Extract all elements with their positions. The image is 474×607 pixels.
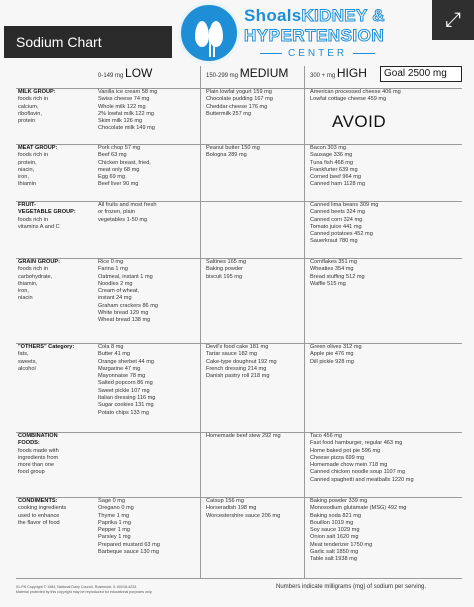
- header-medium: 150-299 mg MEDIUM: [206, 66, 289, 80]
- food-item: Sweet pickle 107 mg: [98, 387, 150, 394]
- category-description: protein,: [18, 159, 37, 166]
- sodium-low-cell: [98, 202, 156, 224]
- food-item: Wheat bread 138 mg: [98, 317, 151, 324]
- food-item: meat only 68 mg: [98, 166, 140, 173]
- food-item: Lowfat cottage cheese 459 mg: [310, 96, 387, 103]
- category-description: foods made with: [18, 447, 59, 454]
- food-item: Potato chips 133 mg: [98, 409, 149, 416]
- logo-text-line1: ShoalsKIDNEY &: [244, 6, 385, 25]
- food-item: Chocolate milk 149 mg: [98, 125, 155, 132]
- category-cell: [18, 498, 66, 527]
- food-item: Catsup 156 mg: [206, 498, 244, 504]
- food-item: Homemade chow mein 718 mg: [310, 462, 388, 469]
- sodium-low-cell: [98, 259, 158, 325]
- food-item: Onion salt 1620 mg: [310, 534, 359, 541]
- food-item: Cheddar cheese 176 mg: [206, 103, 268, 110]
- food-item: Bread stuffing 512 mg: [310, 273, 365, 280]
- sodium-medium-cell: [206, 89, 273, 118]
- food-item: Canned corn 324 mg: [310, 216, 363, 223]
- category-name: "OTHERS" Category:: [18, 344, 75, 350]
- page-title: Sodium Chart: [4, 26, 172, 58]
- category-cell: [18, 259, 60, 303]
- food-item: Barbeque sauce 130 mg: [98, 549, 159, 556]
- food-item: Swiss cheese 74 mg: [98, 96, 150, 103]
- food-item: Cream of wheat,: [98, 288, 140, 295]
- logo-text-line3: CENTER: [254, 48, 381, 59]
- food-item: Horseradish 198 mg: [206, 505, 257, 512]
- food-item: French dressing 214 mg: [206, 365, 267, 372]
- food-item: Salted popcorn 86 mg: [98, 380, 153, 387]
- food-item: Thyme 1 mg: [98, 512, 130, 519]
- category-name: MEAT GROUP:: [18, 145, 58, 151]
- category-description: used to enhance: [18, 512, 60, 519]
- category-description: iron,: [18, 288, 29, 295]
- category-name: COMBINATION: [18, 433, 58, 439]
- category-description: cooking ingredients: [18, 505, 67, 512]
- food-item: Tartar sauce 182 mg: [206, 351, 257, 358]
- row-separator: [16, 201, 462, 202]
- food-item: Vanilla ice cream 58 mg: [98, 89, 158, 95]
- category-name: MILK GROUP:: [18, 89, 56, 95]
- food-item: Beef 63 mg: [98, 152, 127, 159]
- food-item: Cola 8 mg: [98, 344, 124, 350]
- sodium-low-cell: [98, 344, 155, 417]
- sodium-high-cell: [310, 89, 401, 104]
- food-item: Graham crackers 86 mg: [98, 302, 158, 309]
- food-item: Home baked pot pie 596 mg: [310, 447, 381, 454]
- sodium-medium-cell: [206, 344, 277, 380]
- column-divider: [200, 66, 201, 578]
- food-item: Cake-type doughnut 192 mg: [206, 358, 277, 365]
- category-description: food group: [18, 469, 45, 476]
- units-note: Numbers indicate milligrams (mg) of sodium per serving.: [276, 584, 427, 590]
- sodium-high-cell: [310, 202, 378, 246]
- food-item: Egg 69 mg: [98, 174, 126, 181]
- food-item: Cornflakes 351 mg: [310, 259, 357, 265]
- food-item: Oregano 0 mg: [98, 505, 134, 512]
- category-description: the flavor of food: [18, 519, 60, 526]
- food-item: Margarine 47 mg: [98, 365, 141, 372]
- food-item: Green olives 312 mg: [310, 344, 362, 350]
- sodium-medium-cell: [206, 498, 280, 520]
- food-item: Butter 41 mg: [98, 351, 131, 358]
- food-item: Worcestershire sauce 206 mg: [206, 512, 281, 519]
- food-item: Tuna fish 468 mg: [310, 159, 354, 166]
- food-item: Homemade beef stew 292 mg: [206, 433, 281, 439]
- food-item: Canned lima beans 309 mg: [310, 202, 379, 208]
- sodium-medium-cell: [206, 433, 281, 440]
- kidney-logo-icon: [178, 2, 240, 64]
- category-description: protein: [18, 118, 36, 125]
- food-item: Waffle 515 mg: [310, 280, 346, 287]
- expand-icon[interactable]: ⤢: [432, 0, 474, 40]
- food-item: All fruits and most fresh: [98, 202, 157, 208]
- food-item: Baking soda 821 mg: [310, 512, 361, 519]
- food-item: Monosodium glutamate (MSG) 492 mg: [310, 505, 407, 512]
- food-item: Dill pickle 928 mg: [310, 358, 354, 365]
- food-item: Soy sauce 1029 mg: [310, 527, 360, 534]
- sodium-high-cell: [310, 259, 365, 288]
- category-name: GRAIN GROUP:: [18, 259, 60, 265]
- food-item: Sausage 336 mg: [310, 152, 353, 159]
- food-item: Baking powder 339 mg: [310, 498, 368, 504]
- food-item: Whole milk 122 mg: [98, 103, 146, 110]
- sodium-low-cell: [98, 145, 151, 189]
- category-cell: [18, 344, 74, 373]
- category-description: foods rich in: [18, 266, 49, 273]
- food-item: instant 24 mg: [98, 295, 132, 302]
- food-item: Corned beef 964 mg: [310, 174, 361, 181]
- food-item: Beef liver 90 mg: [98, 181, 139, 188]
- category-description: alcohol: [18, 365, 36, 372]
- food-item: Bologna 289 mg: [206, 152, 247, 159]
- category-name: VEGETABLE GROUP:: [18, 209, 76, 216]
- category-cell: [18, 145, 57, 189]
- food-item: American processed cheese 406 mg: [310, 89, 401, 95]
- category-name: FOODS:: [18, 440, 40, 447]
- food-item: Table salt 1938 mg: [310, 556, 357, 563]
- food-item: vegetables 1-50 mg: [98, 216, 148, 223]
- food-item: Prepared mustard 63 mg: [98, 541, 160, 548]
- food-item: Garlic salt 1850 mg: [310, 549, 359, 556]
- food-item: Chicken breast, fried,: [98, 159, 151, 166]
- food-item: or frozen, plain: [98, 209, 136, 216]
- food-item: Paprika 1 mg: [98, 519, 131, 526]
- category-description: vitamins A and C: [18, 223, 60, 230]
- goal-box: Goal 2500 mg: [380, 66, 462, 82]
- row-separator: [16, 578, 462, 579]
- category-description: more than one: [18, 462, 55, 469]
- category-cell: [18, 89, 56, 125]
- food-item: Italian dressing 116 mg: [98, 395, 156, 402]
- food-item: Canned potatoes 452 mg: [310, 231, 373, 238]
- food-item: Cheese pizza 699 mg: [310, 454, 365, 461]
- category-description: foods rich in: [18, 152, 49, 159]
- category-cell: [18, 202, 76, 231]
- sodium-high-cell: [310, 145, 365, 189]
- category-description: calcium,: [18, 103, 39, 110]
- food-item: Canned spaghetti and meatballs 1220 mg: [310, 476, 414, 483]
- food-item: Canned ham 1128 mg: [310, 181, 365, 188]
- food-item: Baking powder: [206, 266, 244, 273]
- food-item: Canned chicken noodle soup 1107 mg: [310, 469, 406, 476]
- food-item: Noodles 2 mg: [98, 280, 133, 287]
- food-item: Sauerkraut 780 mg: [310, 238, 358, 245]
- sodium-low-cell: [98, 89, 157, 133]
- column-divider: [304, 66, 305, 578]
- category-description: foods rich in: [18, 216, 49, 223]
- sodium-low-cell: [98, 498, 160, 556]
- food-item: Farina 1 mg: [98, 266, 128, 273]
- sodium-medium-cell: [206, 145, 260, 160]
- food-item: Pork chop 57 mg: [98, 145, 141, 151]
- food-item: biscuit 195 mg: [206, 273, 243, 280]
- copyright-note: 01-PN Copyright © 1984, National Dairy Council, Rosemont, IL 60018-4233. Material protected by this copyright may be reproduced for educational purposes only.: [16, 585, 153, 594]
- avoid-label: AVOID: [332, 112, 387, 131]
- category-description: riboflavin,: [18, 110, 42, 117]
- food-item: Parsley 1 mg: [98, 534, 131, 541]
- sodium-high-cell: [310, 433, 414, 484]
- food-item: Sugar cookies 131 mg: [98, 402, 154, 409]
- category-description: carbohydrate,: [18, 273, 53, 280]
- food-item: White bread 129 mg: [98, 310, 149, 317]
- food-item: Sage 0 mg: [98, 498, 126, 504]
- food-item: Mayonnaise 78 mg: [98, 373, 146, 380]
- sodium-medium-cell: [206, 259, 246, 281]
- food-item: Saltines 165 mg: [206, 259, 247, 265]
- category-description: ingredients from: [18, 454, 59, 461]
- header-high: 300 + mg HIGH: [310, 66, 367, 80]
- food-item: Frankfurter 639 mg: [310, 166, 358, 173]
- category-description: niacin,: [18, 166, 35, 173]
- category-description: niacin: [18, 295, 33, 302]
- food-item: Bacon 303 mg: [310, 145, 347, 151]
- category-description: foods rich in: [18, 96, 49, 103]
- clinic-logo: [178, 2, 418, 66]
- food-item: Peanut butter 150 mg: [206, 145, 260, 151]
- category-name: FRUIT-: [18, 202, 37, 208]
- food-item: Chocolate pudding 167 mg: [206, 96, 273, 103]
- food-item: Wheaties 354 mg: [310, 266, 354, 273]
- food-item: Canned beets 324 mg: [310, 209, 366, 216]
- category-description: thiamin,: [18, 280, 38, 287]
- food-item: Bouillon 1019 mg: [310, 519, 354, 526]
- food-item: Skim milk 126 mg: [98, 118, 143, 125]
- sodium-high-cell: [310, 498, 406, 564]
- food-item: Danish pastry roll 218 mg: [206, 373, 270, 380]
- food-item: Apple pie 476 mg: [310, 351, 354, 358]
- food-item: Meat tenderizer 1750 mg: [310, 541, 373, 548]
- category-cell: [18, 433, 59, 477]
- food-item: Plain lowfat yogurt 159 mg: [206, 89, 272, 95]
- food-item: Buttermilk 257 mg: [206, 110, 252, 117]
- food-item: Pepper 1 mg: [98, 527, 131, 534]
- category-description: thiamin: [18, 181, 37, 188]
- sodium-high-cell: [310, 344, 362, 366]
- category-description: iron,: [18, 174, 29, 181]
- food-item: Oatmeal, instant 1 mg: [98, 273, 153, 280]
- header-low: 0-149 mg LOW: [98, 66, 153, 80]
- food-item: Tomato juice 441 mg: [310, 223, 362, 230]
- food-item: Fast food hamburger, regular 463 mg: [310, 440, 403, 447]
- category-name: CONDIMENTS:: [18, 498, 58, 504]
- logo-text-line2: HYPERTENSION: [244, 26, 385, 45]
- food-item: Taco 456 mg: [310, 433, 343, 439]
- food-item: Rice 0 mg: [98, 259, 124, 265]
- food-item: Orange sherbet 44 mg: [98, 358, 154, 365]
- category-description: sweets,: [18, 358, 37, 365]
- food-item: Devil's food cake 181 mg: [206, 344, 269, 350]
- food-item: 2% lowfat milk 122 mg: [98, 110, 154, 117]
- category-description: fats,: [18, 351, 29, 358]
